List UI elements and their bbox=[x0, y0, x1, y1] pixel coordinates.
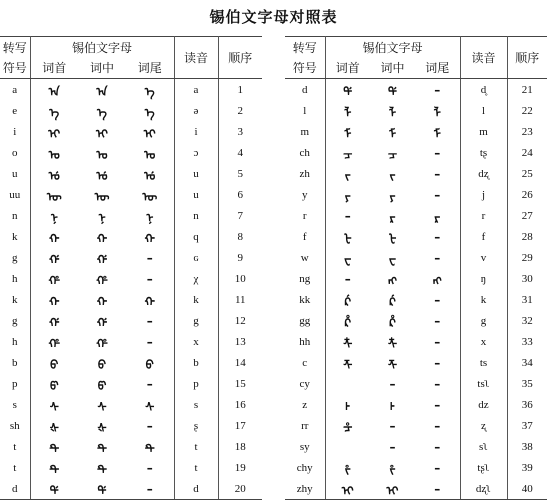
initial-form-cell: ᠯ bbox=[344, 106, 352, 120]
final-form-cell: – bbox=[415, 163, 460, 184]
medial-form-cell: ᠮ bbox=[388, 127, 397, 141]
pronunciation-cell: k bbox=[174, 289, 218, 310]
table-row bbox=[0, 394, 262, 415]
transliteration-cell: l bbox=[285, 100, 325, 121]
transliteration-cell: uu bbox=[0, 184, 30, 205]
medial-form-cell: ᡤ bbox=[96, 253, 108, 267]
header-pronunciation: 读音 bbox=[174, 37, 218, 79]
transliteration-cell: c bbox=[285, 352, 325, 373]
initial-form-cell: ᠶ bbox=[344, 190, 351, 204]
medial-form-cell: ᠠ bbox=[96, 85, 108, 99]
table-row bbox=[285, 352, 547, 373]
medial-form-cell: ᡴ bbox=[96, 232, 108, 246]
order-cell: 18 bbox=[234, 440, 246, 453]
initial-form-cell: ᡮ bbox=[343, 337, 353, 351]
order-cell: 12 bbox=[234, 314, 246, 327]
table-row bbox=[0, 100, 262, 121]
final-form-cell: – bbox=[415, 184, 460, 205]
table-row bbox=[285, 184, 547, 205]
medial-form-cell: ᠵ bbox=[389, 169, 396, 183]
transliteration-cell: sh bbox=[0, 415, 30, 436]
initial-form-cell: ᡤ bbox=[49, 316, 60, 330]
final-form-cell: ᠯ bbox=[415, 100, 460, 121]
medial-form-cell: ᠨ bbox=[98, 211, 106, 225]
table-row bbox=[285, 394, 547, 415]
order-cell: 6 bbox=[237, 188, 243, 201]
initial-form-cell: ᡤ bbox=[49, 253, 60, 267]
medial-form-cell: ᡩ bbox=[388, 85, 397, 99]
transliteration-cell: a bbox=[0, 79, 30, 101]
transliteration-cell: e bbox=[0, 100, 30, 121]
final-form-cell: – bbox=[415, 394, 460, 415]
header-medial: 词中 bbox=[78, 57, 126, 79]
initial-form-cell: ᡨ bbox=[49, 463, 60, 477]
final-form-cell: – bbox=[415, 331, 460, 352]
pronunciation-cell: dʐ bbox=[460, 163, 507, 184]
table-row bbox=[285, 226, 547, 247]
order-cell: 14 bbox=[234, 356, 246, 369]
transliteration-cell: ch bbox=[285, 142, 325, 163]
table-row bbox=[0, 436, 262, 457]
table-row bbox=[285, 142, 547, 163]
order-cell: 3 bbox=[237, 125, 243, 138]
table-row bbox=[285, 310, 547, 331]
transliteration-cell: o bbox=[0, 142, 30, 163]
order-cell: 21 bbox=[521, 83, 533, 96]
order-cell: 15 bbox=[234, 377, 246, 390]
transliteration-cell: hh bbox=[285, 331, 325, 352]
pronunciation-cell: i bbox=[174, 121, 218, 142]
table-row bbox=[0, 373, 262, 394]
final-form-cell: ᡵ bbox=[415, 205, 460, 226]
final-form-cell: – bbox=[415, 478, 460, 500]
final-form-cell: – bbox=[126, 415, 174, 436]
pronunciation-cell: χ bbox=[174, 268, 218, 289]
medial-form-cell: ᡤ bbox=[96, 316, 108, 330]
table-row bbox=[0, 79, 262, 101]
transliteration-cell: t bbox=[0, 457, 30, 478]
order-cell: 33 bbox=[521, 335, 533, 348]
medial-form-cell: ᡳ bbox=[96, 127, 108, 141]
pronunciation-cell: n bbox=[174, 205, 218, 226]
order-cell: 37 bbox=[521, 419, 533, 432]
final-form-cell: ᠰ bbox=[126, 394, 174, 415]
pronunciation-cell: dz bbox=[460, 394, 507, 415]
medial-form-cell: ᠰ bbox=[97, 400, 107, 414]
initial-form-cell: ᠪ bbox=[50, 358, 59, 372]
initial-form-cell: ᡡ bbox=[46, 190, 62, 204]
medial-form-cell: ᡧ bbox=[97, 421, 107, 435]
header-transliteration: 转写 bbox=[0, 37, 30, 58]
initial-form-cell: ᡴ bbox=[49, 232, 60, 246]
order-cell: 26 bbox=[521, 188, 533, 201]
pronunciation-cell: tʂ bbox=[460, 142, 507, 163]
medial-form-cell: ᠩ bbox=[388, 274, 397, 288]
transliteration-cell: h bbox=[0, 331, 30, 352]
order-cell: 20 bbox=[218, 478, 262, 500]
header-symbol: 符号 bbox=[0, 57, 30, 79]
table-row bbox=[0, 121, 262, 142]
table-row bbox=[0, 352, 262, 373]
initial-form-cell: ᡠ bbox=[48, 169, 60, 183]
medial-form-cell: ᡯ bbox=[387, 358, 398, 372]
final-form-cell: – bbox=[415, 142, 460, 163]
transliteration-cell: s bbox=[0, 394, 30, 415]
header-letters: 锡伯文字母 bbox=[325, 37, 460, 58]
transliteration-cell: rr bbox=[285, 415, 325, 436]
final-form-cell: – bbox=[126, 310, 174, 331]
table-row bbox=[285, 457, 547, 478]
transliteration-cell: p bbox=[0, 373, 30, 394]
transliteration-cell: u bbox=[0, 163, 30, 184]
final-form-cell: ᠩ bbox=[415, 268, 460, 289]
order-cell: 22 bbox=[521, 104, 533, 117]
order-cell: 1 bbox=[237, 83, 243, 96]
transliteration-cell: zh bbox=[285, 163, 325, 184]
table-row bbox=[285, 268, 547, 289]
final-form-cell: – bbox=[415, 373, 460, 394]
pronunciation-cell: j bbox=[460, 184, 507, 205]
initial-form-cell bbox=[325, 436, 370, 457]
final-form-cell: – bbox=[126, 247, 174, 268]
table-row bbox=[0, 142, 262, 163]
order-cell: 28 bbox=[521, 230, 533, 243]
initial-form-cell: ᡳ bbox=[325, 478, 370, 500]
pronunciation-cell: d̥ bbox=[460, 79, 507, 101]
medial-form-cell: ᡮ bbox=[387, 337, 398, 351]
final-form-cell: – bbox=[126, 268, 174, 289]
header-final: 词尾 bbox=[126, 57, 174, 79]
pronunciation-cell: t bbox=[174, 436, 218, 457]
final-form-cell: – bbox=[415, 289, 460, 310]
initial-form-cell: ᡯ bbox=[343, 358, 353, 372]
table-row bbox=[0, 184, 262, 205]
header-order: 顺序 bbox=[507, 37, 547, 79]
pronunciation-cell: b bbox=[174, 352, 218, 373]
order-cell: 19 bbox=[234, 461, 246, 474]
final-form-cell: – bbox=[415, 79, 460, 101]
header-medial: 词中 bbox=[370, 57, 415, 79]
medial-form-cell: ᡨ bbox=[97, 442, 107, 456]
pronunciation-cell: t bbox=[174, 457, 218, 478]
final-form-cell: ᡡ bbox=[126, 184, 174, 205]
initial-form-cell: ᠣ bbox=[48, 148, 60, 162]
final-form-cell: ᠮ bbox=[415, 121, 460, 142]
initial-form-cell: ᠴ bbox=[343, 148, 353, 162]
transliteration-cell: z bbox=[285, 394, 325, 415]
transliteration-cell: g bbox=[0, 247, 30, 268]
transliteration-cell: k bbox=[0, 289, 30, 310]
medial-form-cell: ᡨ bbox=[97, 463, 107, 477]
header-order: 顺序 bbox=[218, 37, 262, 79]
transliteration-cell: d bbox=[0, 478, 30, 500]
alphabet-table-right bbox=[285, 36, 547, 500]
medial-form-cell: ᠶ bbox=[389, 190, 396, 204]
table-row bbox=[0, 247, 262, 268]
table-row bbox=[0, 226, 262, 247]
initial-form-cell: ᠵ bbox=[344, 169, 351, 183]
transliteration-cell: y bbox=[285, 184, 325, 205]
order-cell: 17 bbox=[234, 419, 246, 432]
initial-form-cell: ᡦ bbox=[49, 379, 59, 393]
table-row bbox=[0, 457, 262, 478]
initial-form-cell: ᡭ bbox=[344, 316, 352, 330]
table-row bbox=[285, 289, 547, 310]
table-row bbox=[285, 436, 547, 457]
table-row bbox=[0, 415, 262, 436]
transliteration-cell: t bbox=[0, 436, 30, 457]
order-cell: 23 bbox=[521, 125, 533, 138]
pronunciation-cell: tʂʅ bbox=[460, 457, 507, 478]
final-form-cell: – bbox=[415, 352, 460, 373]
initial-form-cell: ᡱ bbox=[343, 421, 353, 435]
header-letters: 锡伯文字母 bbox=[30, 37, 174, 58]
initial-form-cell: ᡩ bbox=[343, 85, 353, 99]
pronunciation-cell: v bbox=[460, 247, 507, 268]
transliteration-cell: m bbox=[285, 121, 325, 142]
order-cell: 39 bbox=[521, 461, 533, 474]
final-form-cell: – bbox=[415, 457, 460, 478]
medial-form-cell: ᠴ bbox=[387, 148, 398, 162]
order-cell: 16 bbox=[234, 398, 246, 411]
order-cell: 31 bbox=[521, 293, 533, 306]
medial-form-cell: ᡭ bbox=[389, 316, 396, 330]
pronunciation-cell: m bbox=[460, 121, 507, 142]
order-cell: 4 bbox=[237, 146, 243, 159]
pronunciation-cell: ə bbox=[174, 100, 218, 121]
initial-form-cell: – bbox=[344, 208, 351, 223]
medial-form-cell: ᡬ bbox=[389, 295, 396, 309]
transliteration-cell: w bbox=[285, 247, 325, 268]
medial-form-cell: ᠸ bbox=[388, 253, 397, 267]
final-form-cell: – bbox=[126, 331, 174, 352]
pronunciation-cell: a bbox=[174, 79, 218, 101]
initial-form-cell: ᠸ bbox=[344, 253, 352, 267]
header-final: 词尾 bbox=[415, 57, 460, 79]
final-form-cell: ᡝ bbox=[126, 100, 174, 121]
final-form-cell: – bbox=[415, 310, 460, 331]
initial-form-cell: ᡥ bbox=[48, 274, 61, 288]
table-row bbox=[0, 310, 262, 331]
initial-form-cell bbox=[325, 373, 370, 394]
initial-form-cell: ᡴ bbox=[49, 295, 60, 309]
order-cell: 7 bbox=[237, 209, 243, 222]
pronunciation-cell: ɔ bbox=[174, 142, 218, 163]
order-cell: 34 bbox=[521, 356, 533, 369]
medial-form-cell: – bbox=[389, 418, 396, 433]
initial-form-cell: ᡝ bbox=[49, 106, 60, 120]
chart-title: 锡伯文字母对照表 bbox=[209, 8, 338, 26]
medial-form-cell: – bbox=[389, 376, 396, 391]
order-cell: 10 bbox=[234, 272, 246, 285]
pronunciation-cell: x bbox=[460, 331, 507, 352]
medial-form-cell: ᡥ bbox=[96, 337, 108, 351]
header-initial: 词首 bbox=[325, 57, 370, 79]
order-cell: 13 bbox=[234, 335, 246, 348]
transliteration-cell: cy bbox=[285, 373, 325, 394]
order-cell: 2 bbox=[237, 104, 243, 117]
table-row bbox=[0, 268, 262, 289]
header-symbol: 符号 bbox=[285, 57, 325, 79]
initial-form-cell: ᡲ bbox=[344, 463, 351, 477]
order-cell: 40 bbox=[507, 478, 547, 500]
pronunciation-cell: ɢ bbox=[174, 247, 218, 268]
table-row bbox=[0, 289, 262, 310]
medial-form-cell: ᠪ bbox=[97, 358, 107, 372]
pronunciation-cell: q bbox=[174, 226, 218, 247]
final-form-cell: ᡳ bbox=[126, 121, 174, 142]
initial-form-cell: ᠠ bbox=[48, 85, 60, 99]
initial-form-cell: ᡧ bbox=[49, 421, 59, 435]
transliteration-cell: b bbox=[0, 352, 30, 373]
medial-form-cell: ᠯ bbox=[388, 106, 397, 120]
final-form-cell: – bbox=[126, 478, 174, 500]
order-cell: 35 bbox=[521, 377, 533, 390]
order-cell: 5 bbox=[237, 167, 243, 180]
pronunciation-cell: k bbox=[460, 289, 507, 310]
pronunciation-cell: g bbox=[460, 310, 507, 331]
transliteration-cell: r bbox=[285, 205, 325, 226]
medial-form-cell: ᡵ bbox=[389, 211, 396, 225]
pronunciation-cell: g bbox=[174, 310, 218, 331]
final-form-cell: – bbox=[415, 415, 460, 436]
order-cell: 38 bbox=[521, 440, 533, 453]
header-transliteration: 转写 bbox=[285, 37, 325, 58]
pronunciation-cell: dʐʅ bbox=[460, 478, 507, 500]
final-form-cell: ᡴ bbox=[126, 226, 174, 247]
final-form-cell: – bbox=[415, 247, 460, 268]
final-form-cell: ᡨ bbox=[126, 436, 174, 457]
transliteration-cell: d bbox=[285, 79, 325, 101]
medial-form-cell: ᡰ bbox=[390, 400, 395, 414]
pronunciation-cell: s bbox=[174, 394, 218, 415]
table-row bbox=[0, 478, 262, 500]
transliteration-cell: sy bbox=[285, 436, 325, 457]
table-row bbox=[0, 331, 262, 352]
transliteration-cell: f bbox=[285, 226, 325, 247]
table-row bbox=[0, 163, 262, 184]
order-cell: 9 bbox=[237, 251, 243, 264]
medial-form-cell: ᡠ bbox=[96, 169, 108, 183]
pronunciation-cell: r bbox=[460, 205, 507, 226]
pronunciation-cell: l bbox=[460, 100, 507, 121]
transliteration-cell: chy bbox=[285, 457, 325, 478]
pronunciation-cell: f bbox=[460, 226, 507, 247]
order-cell: 8 bbox=[237, 230, 243, 243]
initial-form-cell: ᡥ bbox=[48, 337, 61, 351]
order-cell: 30 bbox=[521, 272, 533, 285]
final-form-cell: ᠣ bbox=[126, 142, 174, 163]
header-pronunciation: 读音 bbox=[460, 37, 507, 79]
medial-form-cell: ᡳ bbox=[370, 478, 415, 500]
pronunciation-cell: u bbox=[174, 163, 218, 184]
initial-form-cell: ᡨ bbox=[49, 442, 60, 456]
transliteration-cell: kk bbox=[285, 289, 325, 310]
table-row bbox=[285, 331, 547, 352]
final-form-cell: – bbox=[415, 226, 460, 247]
transliteration-cell: gg bbox=[285, 310, 325, 331]
final-form-cell: – bbox=[415, 436, 460, 457]
order-cell: 24 bbox=[521, 146, 533, 159]
pronunciation-cell: ts bbox=[460, 352, 507, 373]
table-row bbox=[285, 247, 547, 268]
transliteration-cell: ng bbox=[285, 268, 325, 289]
medial-form-cell: ᡦ bbox=[97, 379, 107, 393]
transliteration-cell: zhy bbox=[285, 478, 325, 500]
pronunciation-cell: d bbox=[174, 478, 218, 500]
order-cell: 29 bbox=[521, 251, 533, 264]
table-row bbox=[285, 163, 547, 184]
final-form-cell: ᡴ bbox=[126, 289, 174, 310]
medial-form-cell: ᡲ bbox=[389, 463, 396, 477]
final-form-cell: – bbox=[126, 457, 174, 478]
alphabet-table-left bbox=[0, 36, 262, 500]
order-cell: 36 bbox=[521, 398, 533, 411]
initial-form-cell: – bbox=[344, 271, 351, 286]
initial-form-cell: ᡰ bbox=[345, 400, 350, 414]
initial-form-cell: ᡩ bbox=[30, 478, 78, 500]
order-cell: 25 bbox=[521, 167, 533, 180]
table-row bbox=[285, 415, 547, 436]
table-row bbox=[285, 205, 547, 226]
pronunciation-cell: u bbox=[174, 184, 218, 205]
table-row bbox=[0, 205, 262, 226]
medial-form-cell: ᡴ bbox=[96, 295, 108, 309]
transliteration-cell: k bbox=[0, 226, 30, 247]
pronunciation-cell: tsʅ bbox=[460, 373, 507, 394]
medial-form-cell: ᡥ bbox=[96, 274, 108, 288]
order-cell: 27 bbox=[521, 209, 533, 222]
initial-form-cell: ᡬ bbox=[344, 295, 352, 309]
final-form-cell: ᠪ bbox=[126, 352, 174, 373]
transliteration-cell: h bbox=[0, 268, 30, 289]
pronunciation-cell: ʐ bbox=[460, 415, 507, 436]
pronunciation-cell: x bbox=[174, 331, 218, 352]
pronunciation-cell: ʂ bbox=[174, 415, 218, 436]
initial-form-cell: ᡶ bbox=[343, 232, 352, 246]
medial-form-cell: ᠣ bbox=[96, 148, 108, 162]
pronunciation-cell: p bbox=[174, 373, 218, 394]
initial-form-cell: ᠨ bbox=[50, 211, 58, 225]
initial-form-cell: ᠮ bbox=[344, 127, 352, 141]
table-row bbox=[285, 100, 547, 121]
header-initial: 词首 bbox=[30, 57, 78, 79]
medial-form-cell: ᡩ bbox=[78, 478, 126, 500]
final-form-cell: ᡠ bbox=[126, 163, 174, 184]
final-form-cell: ᡝ bbox=[126, 79, 174, 101]
initial-form-cell: ᠰ bbox=[49, 400, 59, 414]
medial-form-cell: – bbox=[389, 439, 396, 454]
initial-form-cell: ᡳ bbox=[48, 127, 61, 141]
pronunciation-cell: ŋ bbox=[460, 268, 507, 289]
final-form-cell: ᠨ bbox=[126, 205, 174, 226]
transliteration-cell: n bbox=[0, 205, 30, 226]
transliteration-cell: i bbox=[0, 121, 30, 142]
table-row bbox=[285, 121, 547, 142]
medial-form-cell: ᡝ bbox=[97, 106, 107, 120]
transliteration-cell: g bbox=[0, 310, 30, 331]
medial-form-cell: ᡶ bbox=[388, 232, 397, 246]
order-cell: 11 bbox=[234, 293, 246, 306]
table-row bbox=[285, 79, 547, 101]
medial-form-cell: ᡡ bbox=[94, 190, 110, 204]
order-cell: 32 bbox=[521, 314, 533, 327]
pronunciation-cell: sʅ bbox=[460, 436, 507, 457]
table-row bbox=[285, 373, 547, 394]
final-form-cell: – bbox=[126, 373, 174, 394]
table-row bbox=[285, 478, 547, 500]
